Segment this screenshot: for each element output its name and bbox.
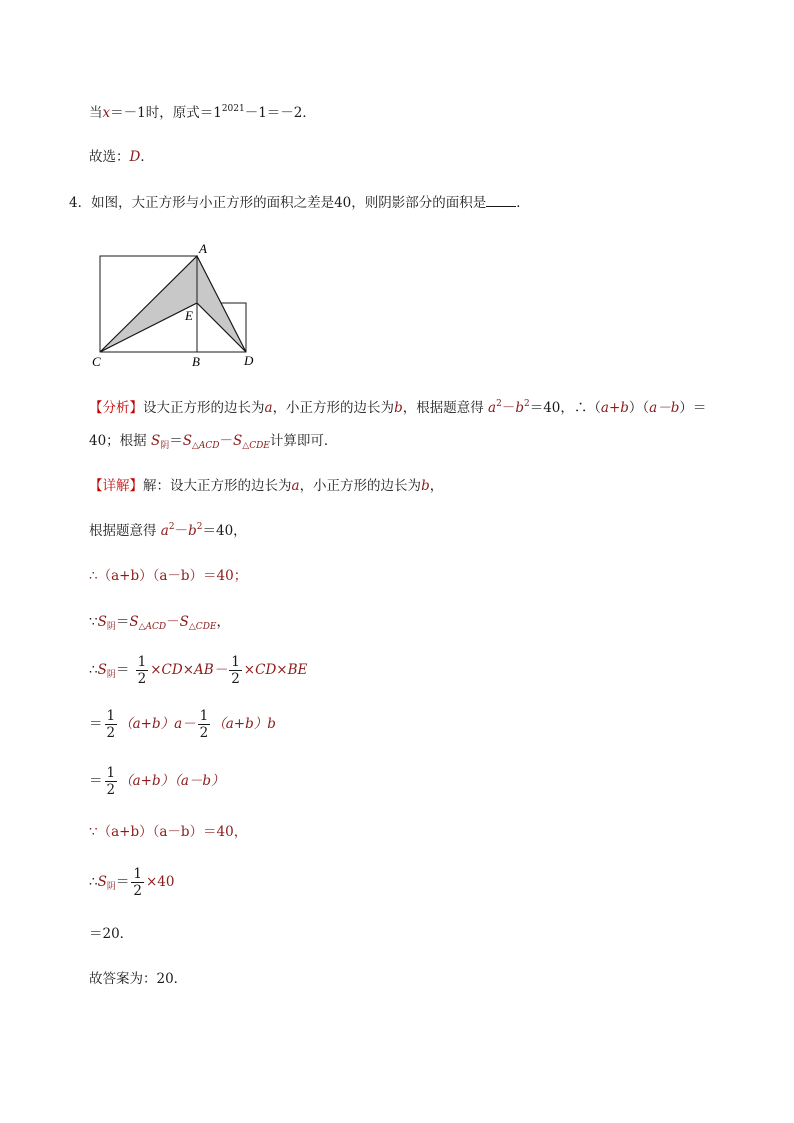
subscript: 阴: [160, 441, 170, 451]
analysis-tag: 【分析】: [89, 400, 143, 416]
variable-x: x: [102, 105, 111, 121]
denominator: 2: [137, 671, 147, 687]
text: ∴: [89, 662, 98, 678]
step-3: [89, 612, 230, 632]
exponent: 2021: [221, 104, 245, 114]
variable-b: b: [188, 523, 197, 539]
numerator: 1: [231, 654, 240, 670]
step-1: [89, 521, 247, 541]
answer-blank: [486, 192, 516, 207]
text: ，小正方形的边长为: [272, 400, 395, 416]
text: 故选：: [89, 149, 130, 165]
text: ，: [216, 614, 230, 630]
text: ，小正方形的边长为: [299, 478, 422, 494]
step-2: [89, 566, 247, 586]
variable-b: b: [421, 478, 430, 494]
text: ＝20．: [89, 926, 134, 942]
expression: （a+b）b: [212, 716, 276, 732]
minus-sign: －: [219, 433, 234, 449]
exponent: 2: [496, 399, 502, 409]
label-d: D: [244, 353, 254, 368]
numerator: 1: [199, 708, 209, 724]
fraction-half: [105, 765, 118, 798]
analysis-line-1: [89, 398, 706, 418]
step-5: [89, 706, 276, 742]
text: 40；根据: [89, 433, 147, 449]
question-4: [69, 192, 530, 213]
exponent: 2: [168, 522, 175, 532]
label-e: E: [185, 308, 193, 323]
text: ＝40，∴（: [529, 400, 601, 416]
text: ）（: [628, 400, 650, 416]
text: ）＝: [679, 400, 707, 416]
fraction-half: [136, 654, 149, 687]
denominator: 2: [133, 883, 142, 899]
label-a: A: [199, 241, 207, 256]
subscript: 阴: [106, 670, 116, 680]
text: ＝: [115, 874, 130, 890]
subscript: 阴: [106, 882, 116, 892]
answer-choice: D: [129, 149, 141, 165]
subscript: △ACD: [138, 622, 167, 632]
text: ＝40，: [202, 523, 247, 539]
detail-line: [89, 476, 443, 496]
subscript: 阴: [106, 622, 116, 632]
text: ∴: [89, 874, 98, 890]
question-text: 如图，大正方形与小正方形的面积之差是40，则阴影部分的面积是: [91, 195, 487, 211]
expression: （a+b）（a－b）: [119, 773, 225, 789]
fraction-half: [229, 654, 242, 687]
text: ∵: [89, 614, 98, 630]
question-number: 4．: [69, 195, 92, 211]
symbol-s: S: [97, 662, 107, 678]
denominator: 2: [106, 725, 116, 741]
symbol-s: S: [97, 614, 107, 630]
geometry-figure: [86, 236, 266, 371]
text: ＝: [89, 716, 103, 732]
expression: ×40: [145, 874, 175, 890]
text: ．: [516, 195, 530, 211]
expression: ×CD×AB－: [150, 662, 228, 678]
final-answer: [89, 969, 187, 989]
text: ＝－1时，原式＝1: [110, 105, 222, 121]
numerator: 1: [106, 708, 116, 724]
variable-a: a: [488, 400, 497, 416]
step-4: [89, 652, 307, 688]
denominator: 2: [231, 671, 240, 687]
exponent: 2: [523, 399, 530, 409]
text: ，根据题意得: [402, 400, 484, 416]
text: ＝: [115, 614, 130, 630]
symbol-s: S: [182, 433, 192, 449]
step-7: [89, 822, 247, 842]
subscript: △CDE: [242, 441, 270, 451]
step-8: [89, 864, 174, 900]
subscript: △CDE: [188, 622, 217, 632]
numerator: 1: [137, 654, 147, 670]
previous-answer-line: [89, 103, 316, 123]
subscript: △ACD: [192, 441, 220, 451]
text: ＝: [169, 433, 183, 449]
fraction-half: [105, 708, 118, 741]
text: ，: [429, 478, 444, 494]
symbol-s: S: [97, 874, 107, 890]
text: －1＝－2．: [244, 105, 316, 121]
text: 解：设大正方形的边长为: [143, 478, 292, 494]
variable-a: a: [160, 523, 169, 539]
denominator: 2: [199, 725, 209, 741]
symbol-s: S: [179, 614, 189, 630]
text: 计算即可．: [269, 433, 338, 449]
label-b: B: [192, 354, 200, 369]
text: ＝: [89, 773, 103, 789]
variable-b: b: [515, 400, 524, 416]
text: ∵（a+b）（a－b）＝40，: [89, 824, 248, 840]
minus-sign: －: [166, 614, 180, 630]
fraction-half: [198, 708, 211, 741]
denominator: 2: [106, 782, 116, 798]
variable-a: a: [291, 478, 300, 494]
text: 设大正方形的边长为: [143, 400, 265, 416]
previous-choice-line: [89, 147, 154, 167]
detail-tag: 【详解】: [89, 478, 143, 494]
exponent: 2: [196, 522, 203, 532]
variable-a: a: [264, 400, 273, 416]
expression: a－b: [649, 400, 680, 416]
label-c: C: [92, 354, 101, 369]
expression: （a+b）a－: [119, 716, 196, 732]
symbol-s: S: [150, 433, 161, 449]
minus-sign: －: [174, 523, 189, 539]
step-6: [89, 763, 225, 799]
text: ＝: [115, 662, 130, 678]
text: 根据题意得: [89, 523, 157, 539]
numerator: 1: [106, 765, 116, 781]
expression: ×CD×BE: [243, 662, 308, 678]
text: 故答案为：20．: [89, 971, 188, 987]
fraction-half: [131, 866, 144, 899]
text: ∴（a+b）（a－b）＝40；: [89, 568, 248, 584]
text: 当: [89, 105, 103, 121]
analysis-line-2: [89, 431, 337, 451]
symbol-s: S: [129, 614, 139, 630]
text: ．: [140, 149, 154, 165]
variable-b: b: [394, 400, 403, 416]
minus-sign: －: [501, 400, 516, 416]
expression: a+b: [600, 400, 629, 416]
step-9: [89, 924, 133, 944]
symbol-s: S: [233, 433, 243, 449]
numerator: 1: [133, 866, 142, 882]
